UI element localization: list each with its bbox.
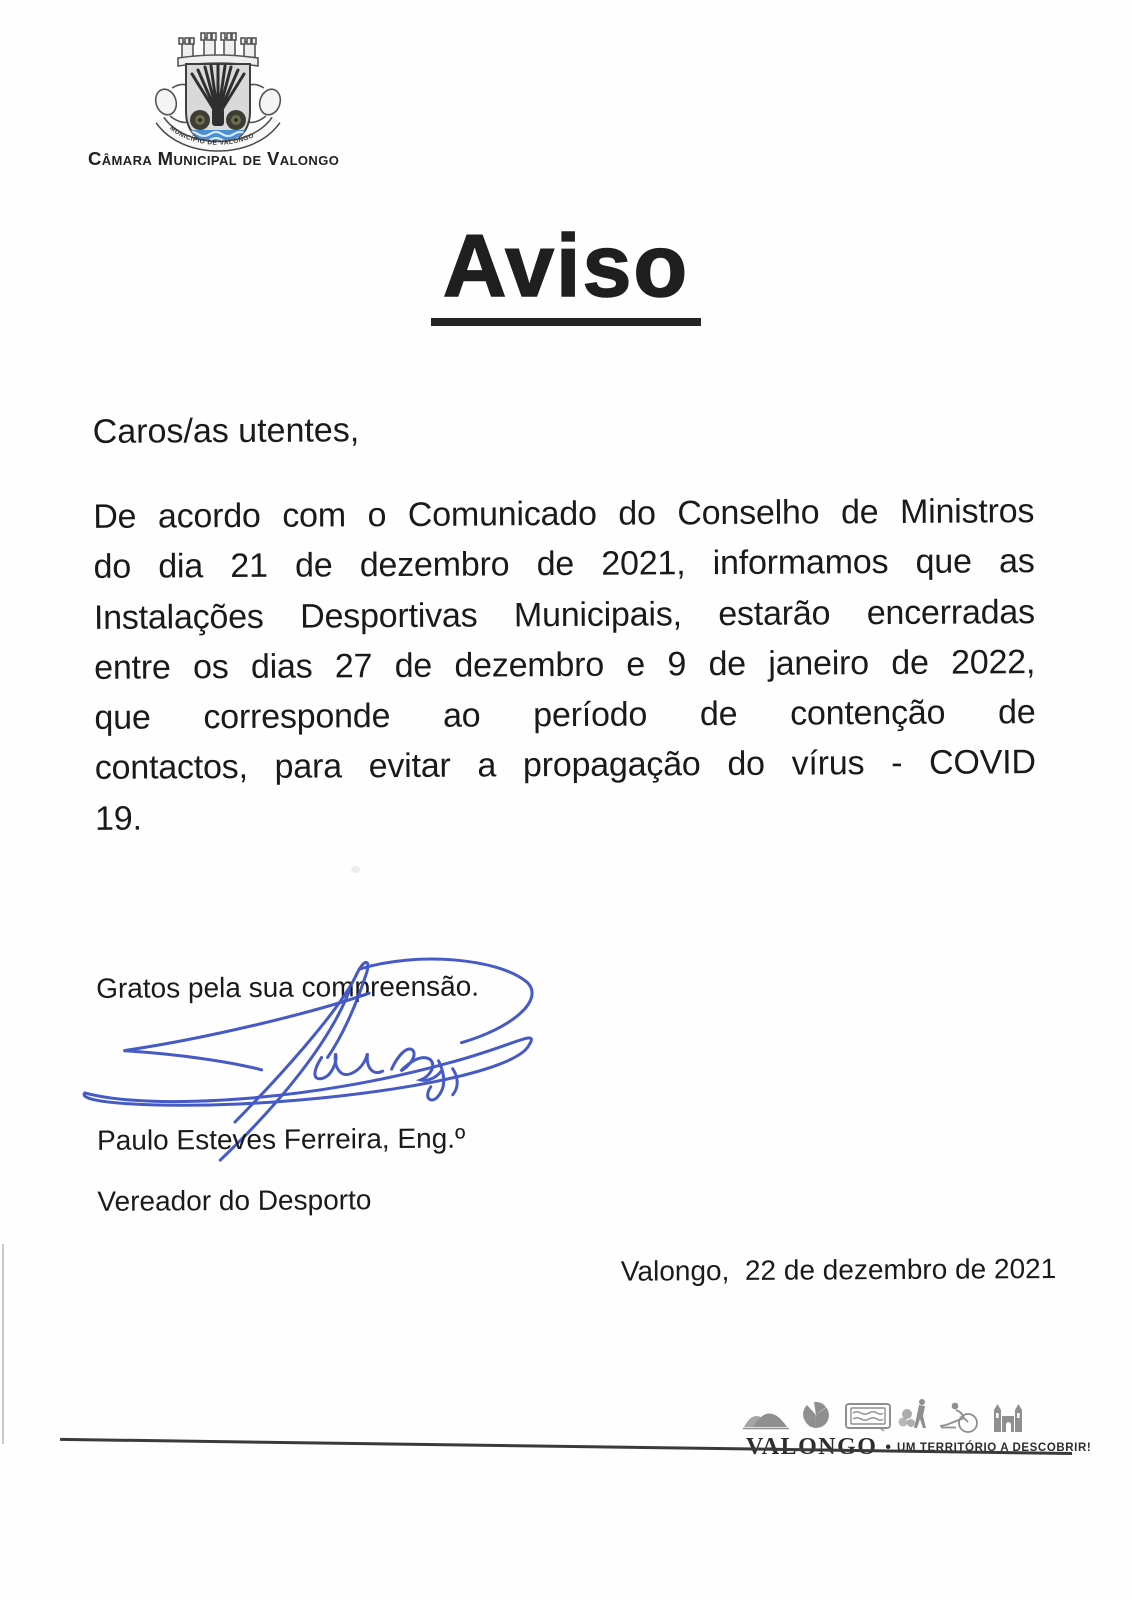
footer-icon-strip bbox=[742, 1396, 1022, 1434]
body-line: Instalações Desportivas Municipais, estarão encerradas bbox=[93, 592, 1035, 637]
body-line: De acordo com o Comunicado do Conselho de Ministros bbox=[93, 492, 1035, 536]
salutation: Caros/as utentes, bbox=[92, 411, 360, 451]
church-icon bbox=[994, 1404, 1022, 1432]
signer-role: Vereador do Desporto bbox=[97, 1184, 372, 1217]
body-line: que corresponde ao período de contenção de bbox=[94, 693, 1036, 738]
tent-icon bbox=[743, 1414, 789, 1429]
body-paragraph bbox=[93, 492, 1036, 850]
sign-icon bbox=[846, 1404, 890, 1431]
brand-tagline: UM TERRITÓRIO A DESCOBRIR! bbox=[897, 1442, 1092, 1454]
body-line: contactos, para evitar a propagação do vírus - COVID bbox=[94, 743, 1036, 788]
crest-banner-text: MUNICÍPIO DE VALONGO bbox=[168, 124, 256, 147]
closing-line: Gratos pela sua compreensão. bbox=[96, 970, 480, 1004]
brand-name: VALONGO bbox=[746, 1434, 878, 1460]
body-line: do dia 21 de dezembro de 2021, informamos que as bbox=[93, 542, 1035, 587]
scan-edge-artifact bbox=[2, 1244, 4, 1444]
brand-bullet: • bbox=[885, 1439, 892, 1456]
notice-title: Aviso bbox=[431, 222, 701, 326]
municipality-caption: Câmara Municipal de Valongo bbox=[88, 148, 340, 169]
figures-icon bbox=[899, 1399, 929, 1428]
scan-smudge bbox=[351, 866, 360, 873]
body-line: 19. bbox=[94, 799, 142, 838]
body-line: entre os dias 27 de dezembro e 9 de janeiro de 2022, bbox=[94, 643, 1036, 687]
dateline: Valongo, 22 de dezembro de 2021 bbox=[620, 1253, 1057, 1287]
handcycle-icon bbox=[940, 1403, 977, 1432]
shutter-icon bbox=[803, 1402, 829, 1428]
signer-name: Paulo Esteves Ferreira, Eng.º bbox=[96, 1122, 466, 1156]
